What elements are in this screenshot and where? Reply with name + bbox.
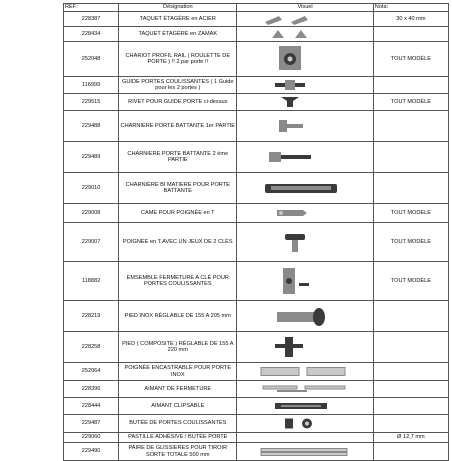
- cell-visuel: [237, 363, 373, 381]
- cell-designation: PASTILLE ADHÉSIVE / BUTÉE PORTE: [119, 433, 237, 443]
- cell-ref: 229490: [64, 443, 119, 461]
- cell-designation: CHARNIÈRE BI MATIERE POUR PORTE BATTANTE: [119, 173, 237, 204]
- table-row: [64, 433, 449, 443]
- closing-magnet-icon: [237, 381, 373, 397]
- cell-nota: TOUT MODÈLE: [373, 223, 448, 262]
- cell-ref: 229008: [64, 204, 119, 223]
- header-nota: Nota:: [373, 4, 448, 12]
- cell-designation: TAQUET ÉTAGÈRE en ACIER: [119, 12, 237, 27]
- cell-ref: 229060: [64, 433, 119, 443]
- header-ref: REF:: [64, 4, 119, 12]
- table-row: [64, 262, 449, 301]
- cell-nota: [373, 111, 448, 142]
- rivet-icon: [237, 94, 373, 110]
- adhesive-pad-icon: [237, 433, 373, 442]
- table-header-row: [64, 4, 449, 12]
- table-row: [64, 42, 449, 77]
- cell-ref: 228258: [64, 332, 119, 363]
- cell-ref: 228444: [64, 398, 119, 415]
- door-stop-icon: [237, 415, 373, 432]
- cell-visuel: [237, 27, 373, 42]
- cell-designation: PIED INOX RÉGLABLE DE 155 A 205 mm: [119, 301, 237, 332]
- cell-ref: 116999: [64, 77, 119, 94]
- cell-nota: [373, 142, 448, 173]
- cell-visuel: [237, 111, 373, 142]
- table-row: [64, 27, 449, 42]
- cell-ref: 252048: [64, 42, 119, 77]
- cell-visuel: [237, 262, 373, 301]
- cell-nota: TOUT MODÈLE: [373, 94, 448, 111]
- shelf-bracket-zamak-icon: [237, 27, 373, 41]
- clip-magnet-icon: [237, 398, 373, 414]
- table-row: [64, 301, 449, 332]
- cell-nota: [373, 77, 448, 94]
- cell-nota: TOUT MODÈLE: [373, 204, 448, 223]
- cell-designation: GUIDE PORTES COULISSANTES ( 1 Guide pour les 2 portes ): [119, 77, 237, 94]
- cell-designation: CAME POUR POIGNÉE en T: [119, 204, 237, 223]
- cell-nota: TOUT MODÈLE: [373, 42, 448, 77]
- table-row: [64, 111, 449, 142]
- cell-designation: RIVET POUR GUIDE PORTE ci-dessus: [119, 94, 237, 111]
- cell-designation: POIGNÉE en T AVEC UN JEUX DE 2 CLÉS: [119, 223, 237, 262]
- composite-foot-icon: [237, 332, 373, 362]
- table-row: [64, 204, 449, 223]
- cell-ref: 118882: [64, 262, 119, 301]
- cell-designation: TAQUET ÉTAGÈRE en ZAMAK: [119, 27, 237, 42]
- cell-nota: TOUT MODÈLE: [373, 262, 448, 301]
- header-visuel: Visuel: [237, 4, 373, 12]
- cell-designation: BUTÉE DE PORTES COULISSANTES: [119, 415, 237, 433]
- cell-ref: 228396: [64, 381, 119, 398]
- table-row: [64, 332, 449, 363]
- parts-sheet: [63, 3, 449, 458]
- table-row: [64, 173, 449, 204]
- hinge-part-1-icon: [237, 111, 373, 141]
- table-body: [64, 12, 449, 461]
- cam-icon: [237, 204, 373, 222]
- header-designation: Désignation: [119, 4, 237, 12]
- cell-designation: CHARIOT PROFIL RAIL ( ROULETTE DE PORTE ) !! 2 par porte !!: [119, 42, 237, 77]
- t-handle-icon: [237, 223, 373, 261]
- cell-ref: 229515: [64, 94, 119, 111]
- cell-nota: [373, 301, 448, 332]
- cell-ref: 228434: [64, 27, 119, 42]
- door-roller-icon: [237, 42, 373, 76]
- cell-designation: POIGNÉE ENCASTRABLE POUR PORTE INOX: [119, 363, 237, 381]
- cell-visuel: [237, 94, 373, 111]
- cell-designation: CHARNIERE PORTE BATTANTE 2 éme PARTIE: [119, 142, 237, 173]
- cell-visuel: [237, 332, 373, 363]
- cell-visuel: [237, 381, 373, 398]
- cell-nota: [373, 332, 448, 363]
- table-row: [64, 94, 449, 111]
- table-row: [64, 381, 449, 398]
- cell-ref: 252064: [64, 363, 119, 381]
- hinge-part-2-icon: [237, 142, 373, 172]
- parts-table: [63, 3, 449, 461]
- cell-visuel: [237, 223, 373, 262]
- cell-designation: CHARNIERE PORTE BATTANTE 1er PARTIE: [119, 111, 237, 142]
- cell-nota: [373, 363, 448, 381]
- cell-visuel: [237, 204, 373, 223]
- cell-nota: [373, 173, 448, 204]
- cell-visuel: [237, 42, 373, 77]
- table-row: [64, 363, 449, 381]
- cell-nota: [373, 381, 448, 398]
- cell-nota: 30 x 40 mm: [373, 12, 448, 27]
- cell-visuel: [237, 77, 373, 94]
- cell-designation: PIED ( COMPOSITE ) RÉGLABLE DE 155 A 220 mm: [119, 332, 237, 363]
- steel-foot-icon: [237, 301, 373, 331]
- cell-visuel: [237, 173, 373, 204]
- table-row: [64, 142, 449, 173]
- cell-designation: EMSEMBLE FERMETURE A CLÉ POUR PORTES COULISSANTES: [119, 262, 237, 301]
- shelf-bracket-steel-icon: [237, 12, 373, 26]
- table-row: [64, 223, 449, 262]
- cell-designation: AIMANT CLIPSABLE: [119, 398, 237, 415]
- cell-visuel: [237, 415, 373, 433]
- cell-visuel: [237, 301, 373, 332]
- table-row: [64, 12, 449, 27]
- cell-visuel: [237, 12, 373, 27]
- sliding-guide-icon: [237, 77, 373, 93]
- cell-designation: PAIRE DE GLISSIERES POUR TIROIR SORTE TOTALE 500 mm: [119, 443, 237, 461]
- cell-nota: [373, 27, 448, 42]
- table-row: [64, 398, 449, 415]
- cell-ref: 229488: [64, 111, 119, 142]
- cell-visuel: [237, 142, 373, 173]
- cell-ref: 228387: [64, 12, 119, 27]
- cell-ref: 229489: [64, 142, 119, 173]
- cell-ref: 229010: [64, 173, 119, 204]
- cell-nota: [373, 398, 448, 415]
- cell-ref: 228219: [64, 301, 119, 332]
- cell-nota: [373, 415, 448, 433]
- key-lock-set-icon: [237, 262, 373, 300]
- cell-visuel: [237, 433, 373, 443]
- cell-visuel: [237, 398, 373, 415]
- bi-material-hinge-icon: [237, 173, 373, 203]
- cell-designation: AIMANT DE FERMETURE: [119, 381, 237, 398]
- cell-ref: 229007: [64, 223, 119, 262]
- cell-ref: 229487: [64, 415, 119, 433]
- recessed-handle-icon: [237, 363, 373, 380]
- cell-nota: Ø 12,7 mm: [373, 433, 448, 443]
- table-row: [64, 77, 449, 94]
- table-row: [64, 415, 449, 433]
